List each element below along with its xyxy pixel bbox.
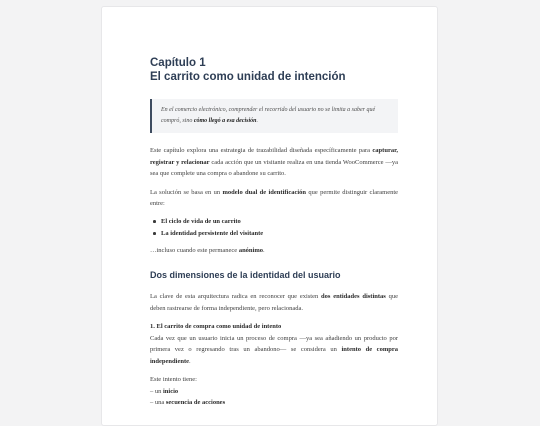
paragraph-bold: modelo dual de identificación (222, 188, 307, 196)
attempt-item-bold: secuencia de acciones (165, 399, 226, 406)
paragraph-text: que permite distinguir claramente entre: (150, 188, 399, 207)
paragraph-text: Este intento tiene: (150, 376, 197, 383)
bullet-dot-icon (153, 220, 156, 223)
paragraph-text: …incluso cuando este permanece (150, 246, 238, 254)
paragraph-bold: capturar, registrar y relacionar (150, 147, 398, 166)
document-page (101, 6, 438, 426)
paragraph-architecture (150, 291, 398, 314)
paragraph-text: cada acción que un visitante realiza en una tienda WooCommerce —ya sea que complete una compra o abandone su carrito. (150, 158, 398, 177)
callout-end: . (256, 118, 259, 124)
subsection-heading: 1. El carrito de compra como unidad de intento (150, 323, 282, 330)
bullet-dot-icon (153, 232, 156, 235)
paragraph-anonymous (150, 245, 398, 257)
paragraph-intro (150, 145, 398, 180)
paragraph-bold: anónimo (238, 246, 264, 254)
paragraph-text: . (189, 357, 191, 365)
callout-emphasis: cómo llegó a esa decisión (193, 118, 257, 124)
attempt-item-prefix: – una (150, 399, 165, 406)
chapter-heading (150, 57, 398, 84)
paragraph-text: Este capítulo explora una estrategia de trazabilidad diseñada específicamente para (150, 147, 371, 154)
paragraph-bold: intento de compra independiente (150, 346, 398, 365)
chapter-label: Capítulo 1 (150, 57, 206, 69)
paragraph-text: . (263, 246, 265, 254)
list-item (161, 228, 398, 240)
section-heading: Dos dimensiones de la identidad del usuario (150, 270, 341, 280)
paragraph-solution (150, 187, 398, 210)
attempt-item (150, 386, 398, 398)
paragraph-text: La solución se basa en un (150, 188, 221, 196)
chapter-title: El carrito como unidad de intención (150, 70, 346, 83)
paragraph-bold: dos entidades distintas (321, 293, 386, 300)
attempt-item-prefix: – un (150, 387, 162, 395)
callout-text: En el comercio electrónico, comprender el recorrido del usuario no se limita a saber qué compró, sino (161, 107, 376, 124)
paragraph-attempt (150, 374, 398, 409)
attempt-item-bold: inicio (163, 387, 179, 395)
intro-callout (150, 99, 398, 133)
paragraph-text: que deben rastrearse de forma independiente, pero relacionada. (150, 293, 398, 312)
list-item-text: El ciclo de vida de un carrito (161, 217, 241, 225)
document-content (150, 57, 398, 409)
paragraph-text: Cada vez que un usuario inicia un proceso de compra —ya sea añadiendo un producto por primera vez o regresando tras un abandono— se considera un (150, 334, 398, 353)
attempt-item (150, 397, 398, 409)
list-item-text: La identidad persistente del visitante (161, 229, 264, 237)
bullet-list (150, 216, 398, 240)
list-item (161, 216, 398, 228)
paragraph-text: La clave de esta arquitectura radica en reconocer que existen (150, 293, 319, 300)
paragraph-cart-unit (150, 321, 398, 367)
